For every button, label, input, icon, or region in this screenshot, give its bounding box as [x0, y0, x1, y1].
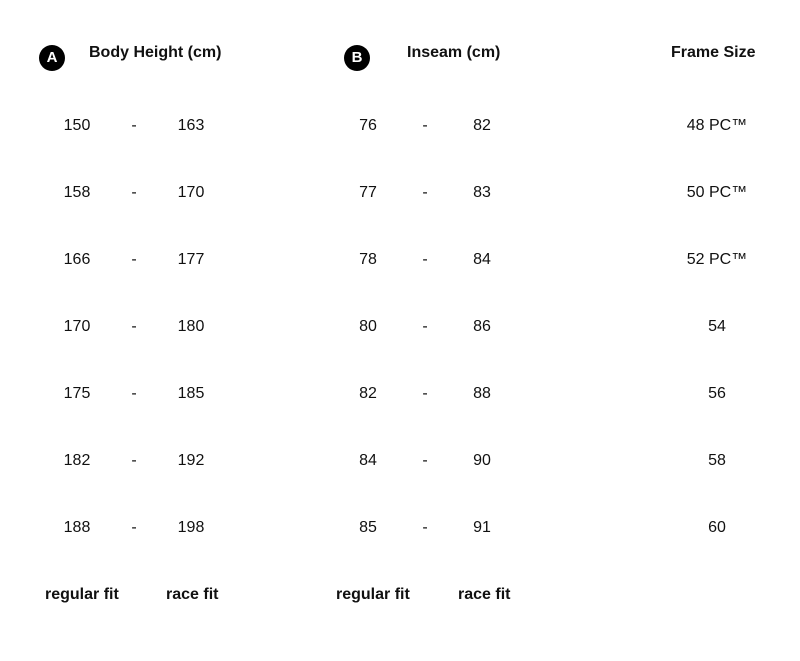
height-separator: -	[131, 452, 137, 469]
height-separator: -	[131, 184, 137, 201]
height-separator: -	[131, 117, 137, 134]
height-race-cell: 185	[177, 385, 205, 402]
inseam-header: Inseam (cm)	[407, 44, 501, 61]
height-regular-cell: 158	[63, 184, 91, 201]
body-height-header: Body Height (cm)	[89, 44, 222, 61]
height-race-cell: 177	[177, 251, 205, 268]
frame-size-cell: 60	[708, 519, 726, 536]
inseam-separator: -	[422, 519, 428, 536]
inseam-race-cell: 88	[473, 385, 491, 402]
height-separator: -	[131, 318, 137, 335]
height-regular-cell: 182	[63, 452, 91, 469]
inseam-regular-cell: 76	[359, 117, 377, 134]
section-a-badge: A	[39, 45, 65, 71]
frame-size-cell: 50 PC™	[686, 184, 748, 201]
inseam-regular-cell: 80	[359, 318, 377, 335]
height-separator: -	[131, 251, 137, 268]
inseam-race-cell: 82	[473, 117, 491, 134]
height-race-cell: 198	[177, 519, 205, 536]
inseam-separator: -	[422, 251, 428, 268]
inseam-regular-fit-label: regular fit	[336, 586, 410, 603]
frame-size-header: Frame Size	[671, 44, 756, 61]
inseam-race-cell: 91	[473, 519, 491, 536]
inseam-race-fit-label: race fit	[458, 586, 511, 603]
inseam-race-cell: 84	[473, 251, 491, 268]
frame-size-cell: 48 PC™	[686, 117, 748, 134]
height-regular-cell: 166	[63, 251, 91, 268]
height-race-cell: 192	[177, 452, 205, 469]
inseam-race-cell: 86	[473, 318, 491, 335]
height-race-cell: 170	[177, 184, 205, 201]
inseam-regular-cell: 78	[359, 251, 377, 268]
height-race-cell: 163	[177, 117, 205, 134]
height-separator: -	[131, 519, 137, 536]
inseam-race-cell: 83	[473, 184, 491, 201]
height-regular-cell: 150	[63, 117, 91, 134]
frame-size-cell: 52 PC™	[686, 251, 748, 268]
height-regular-cell: 188	[63, 519, 91, 536]
height-regular-fit-label: regular fit	[45, 586, 119, 603]
inseam-separator: -	[422, 452, 428, 469]
inseam-separator: -	[422, 117, 428, 134]
inseam-separator: -	[422, 385, 428, 402]
height-regular-cell: 175	[63, 385, 91, 402]
height-regular-cell: 170	[63, 318, 91, 335]
inseam-race-cell: 90	[473, 452, 491, 469]
inseam-regular-cell: 84	[359, 452, 377, 469]
height-separator: -	[131, 385, 137, 402]
section-b-badge: B	[344, 45, 370, 71]
frame-size-cell: 58	[708, 452, 726, 469]
height-race-fit-label: race fit	[166, 586, 219, 603]
inseam-separator: -	[422, 184, 428, 201]
inseam-regular-cell: 85	[359, 519, 377, 536]
height-race-cell: 180	[177, 318, 205, 335]
frame-size-cell: 56	[708, 385, 726, 402]
inseam-regular-cell: 77	[359, 184, 377, 201]
inseam-regular-cell: 82	[359, 385, 377, 402]
inseam-separator: -	[422, 318, 428, 335]
frame-size-cell: 54	[708, 318, 726, 335]
